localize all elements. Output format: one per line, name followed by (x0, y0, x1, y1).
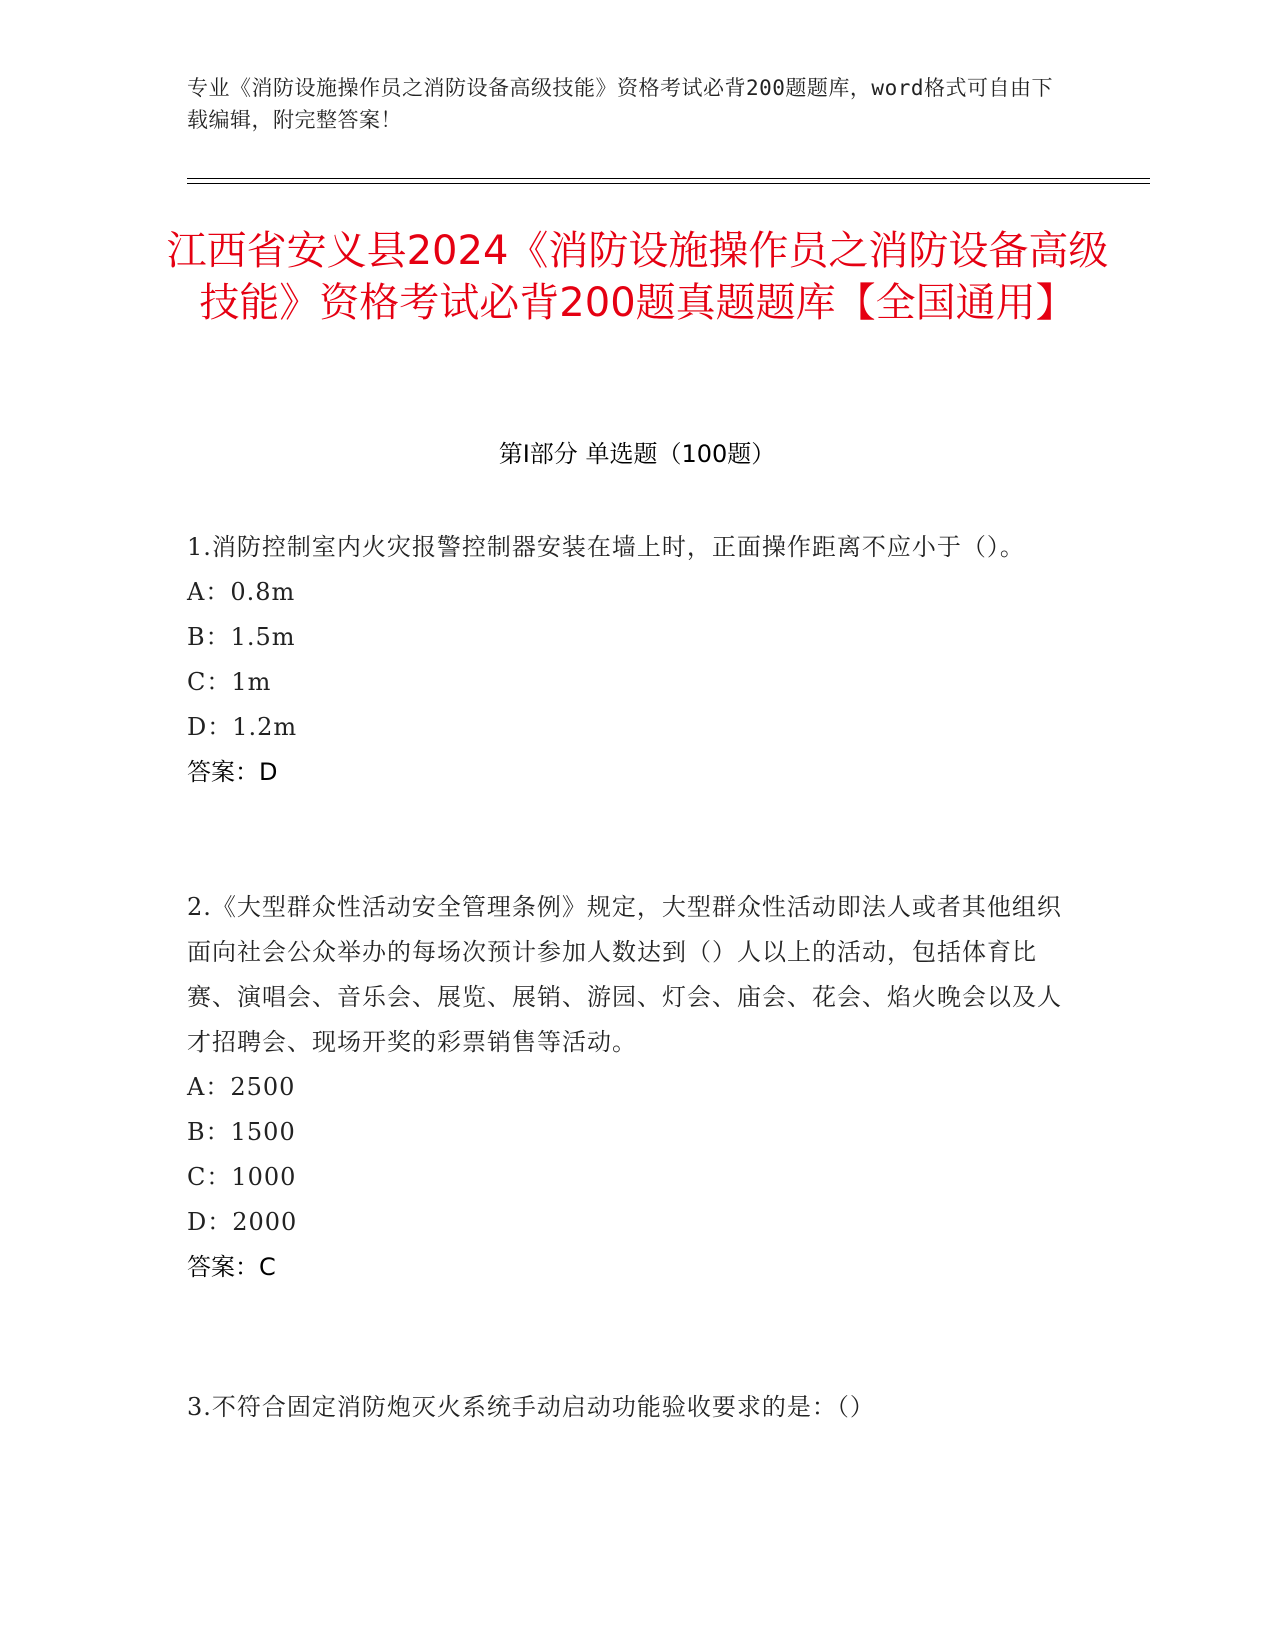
option-d: D：1.2m (187, 713, 298, 741)
option-c: C：1000 (187, 1163, 297, 1191)
answer: 答案：C (187, 1253, 276, 1281)
option-a: A：2500 (187, 1073, 296, 1101)
option-d: D：2000 (187, 1208, 298, 1236)
question-stem: 1.消防控制室内火灾报警控制器安装在墙上时，正面操作距离不应小于（）。 (187, 533, 1025, 561)
question-stem: 2.《大型群众性活动安全管理条例》规定，大型群众性活动即法人或者其他组织面向社会公众举办的每场次预计参加人数达到（）人以上的活动，包括体育比赛、演唱会、音乐会、展览、展销、游园、灯会、庙会、花会、焰火晚会以及人才招聘会、现场开奖的彩票销售等活动。 (187, 893, 1062, 1056)
option-a: A：0.8m (187, 578, 296, 606)
question-3 (187, 1385, 1067, 1430)
document-title: 江西省安义县2024《消防设施操作员之消防设备高级技能》资格考试必背200题真题题库【全国通用】 (166, 228, 1109, 326)
option-b: B：1500 (187, 1118, 296, 1146)
header-divider-top (187, 178, 1150, 179)
header-note: 专业《消防设施操作员之消防设备高级技能》资格考试必背200题题库，word格式可自由下载编辑，附完整答案！ (187, 76, 1053, 132)
section-title: 第Ⅰ部分 单选题（100题） (498, 440, 776, 468)
answer: 答案：D (187, 758, 278, 786)
question-2 (187, 885, 1067, 1290)
question-stem: 3.不符合固定消防炮灭火系统手动启动功能验收要求的是：（） (187, 1393, 875, 1421)
question-1 (187, 525, 1067, 795)
option-c: C：1m (187, 668, 272, 696)
header-divider-bottom (187, 183, 1150, 184)
option-b: B：1.5m (187, 623, 296, 651)
